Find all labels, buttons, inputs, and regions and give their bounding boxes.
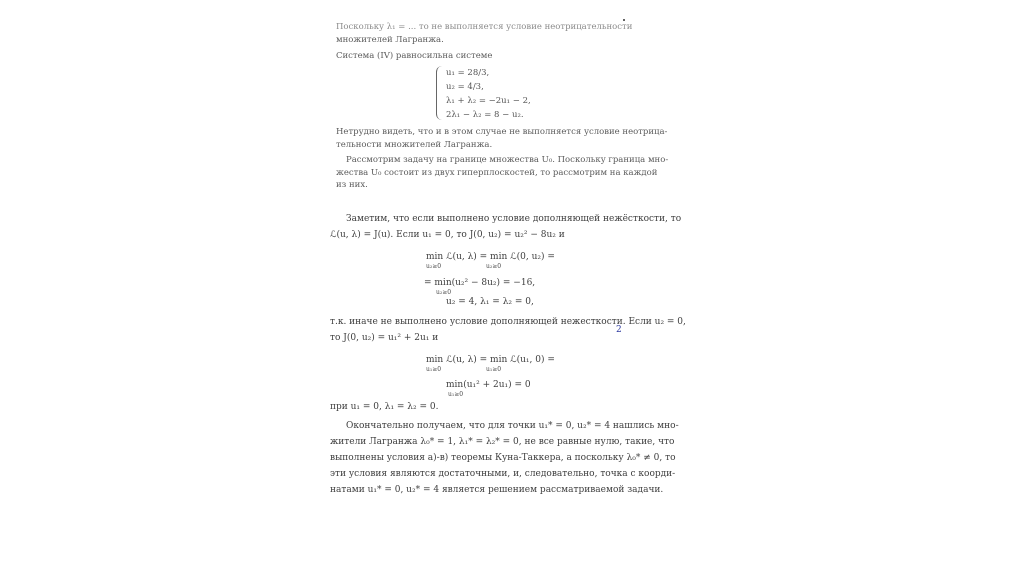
text-line: Окончательно получаем, что для точки u₁* = 0, u₂* = 4 нашлись мно- (346, 421, 679, 431)
formula-subscript: u₁≥0 (426, 366, 442, 373)
system-equation: u₁ = 28/3, (446, 68, 490, 78)
formula-line: min(u₁² + 2u₁) = 0 (446, 380, 531, 390)
formula-subscript: u₂≥0 (426, 263, 442, 270)
text-line: при u₁ = 0, λ₁ = λ₂ = 0. (330, 402, 439, 412)
formula-line: = min(u₂² − 8u₂) = −16, (424, 278, 536, 288)
text-line: натами u₁* = 0, u₂* = 4 является решением рассматриваемой задачи. (330, 485, 664, 495)
text-line: из них. (336, 180, 368, 190)
formula-subscript: u₂≥0 (486, 263, 502, 270)
formula-line: u₂ = 4, λ₁ = λ₂ = 0, (446, 297, 534, 307)
text-line: эти условия являются достаточными, и, следовательно, точка с коорди- (330, 469, 676, 479)
text-line: жества U₀ состоит из двух гиперплоскостей, то рассмотрим на каждой (336, 168, 658, 178)
text-line: жители Лагранжа λ₀* = 1, λ₁* = λ₂* = 0, не все равные нулю, такие, что (330, 437, 675, 447)
text-line: Система (IV) равносильна системе (336, 51, 493, 61)
formula-subscript: u₂≥0 (436, 289, 452, 296)
text-line: Рассмотрим задачу на границе множества U₀. Поскольку граница мно- (346, 155, 669, 165)
text-line: множителей Лагранжа. (336, 35, 444, 45)
formula-subscript: u₁≥0 (486, 366, 502, 373)
formula-subscript: u₁≥0 (448, 391, 464, 398)
text-line: Поскольку λ₁ = ... то не выполняется условие неотрицательности (336, 22, 633, 32)
system-brace (436, 66, 444, 120)
system-equation: u₂ = 4/3, (446, 82, 484, 92)
text-line: то J(0, u₂) = u₁² + 2u₁ и (330, 333, 439, 343)
text-line: т.к. иначе не выполнено условие дополняющей нежесткости. Если u₂ = 0, (330, 317, 686, 327)
text-line: Нетрудно видеть, что и в этом случае не выполняется условие неотрица- (336, 127, 668, 137)
system-equation: 2λ₁ − λ₂ = 8 − u₂. (446, 110, 524, 120)
formula-line: min ℒ(u, λ) = min ℒ(u₁, 0) = (426, 355, 555, 365)
formula-line: min ℒ(u, λ) = min ℒ(0, u₂) = (426, 252, 555, 262)
text-line: выполнены условия а)-в) теоремы Куна-Таккера, а поскольку λ₀* ≠ 0, то (330, 453, 676, 463)
handwritten-annotation: 2 (616, 325, 622, 335)
text-line: Заметим, что если выполнено условие дополняющей нежёсткости, то (346, 214, 682, 224)
text-line: тельности множителей Лагранжа. (336, 140, 493, 150)
system-equation: λ₁ + λ₂ = −2u₁ − 2, (446, 96, 531, 106)
scan-speck (623, 19, 625, 21)
text-line: ℒ(u, λ) = J(u). Если u₁ = 0, то J(0, u₂) = u₂² − 8u₂ и (330, 230, 565, 240)
